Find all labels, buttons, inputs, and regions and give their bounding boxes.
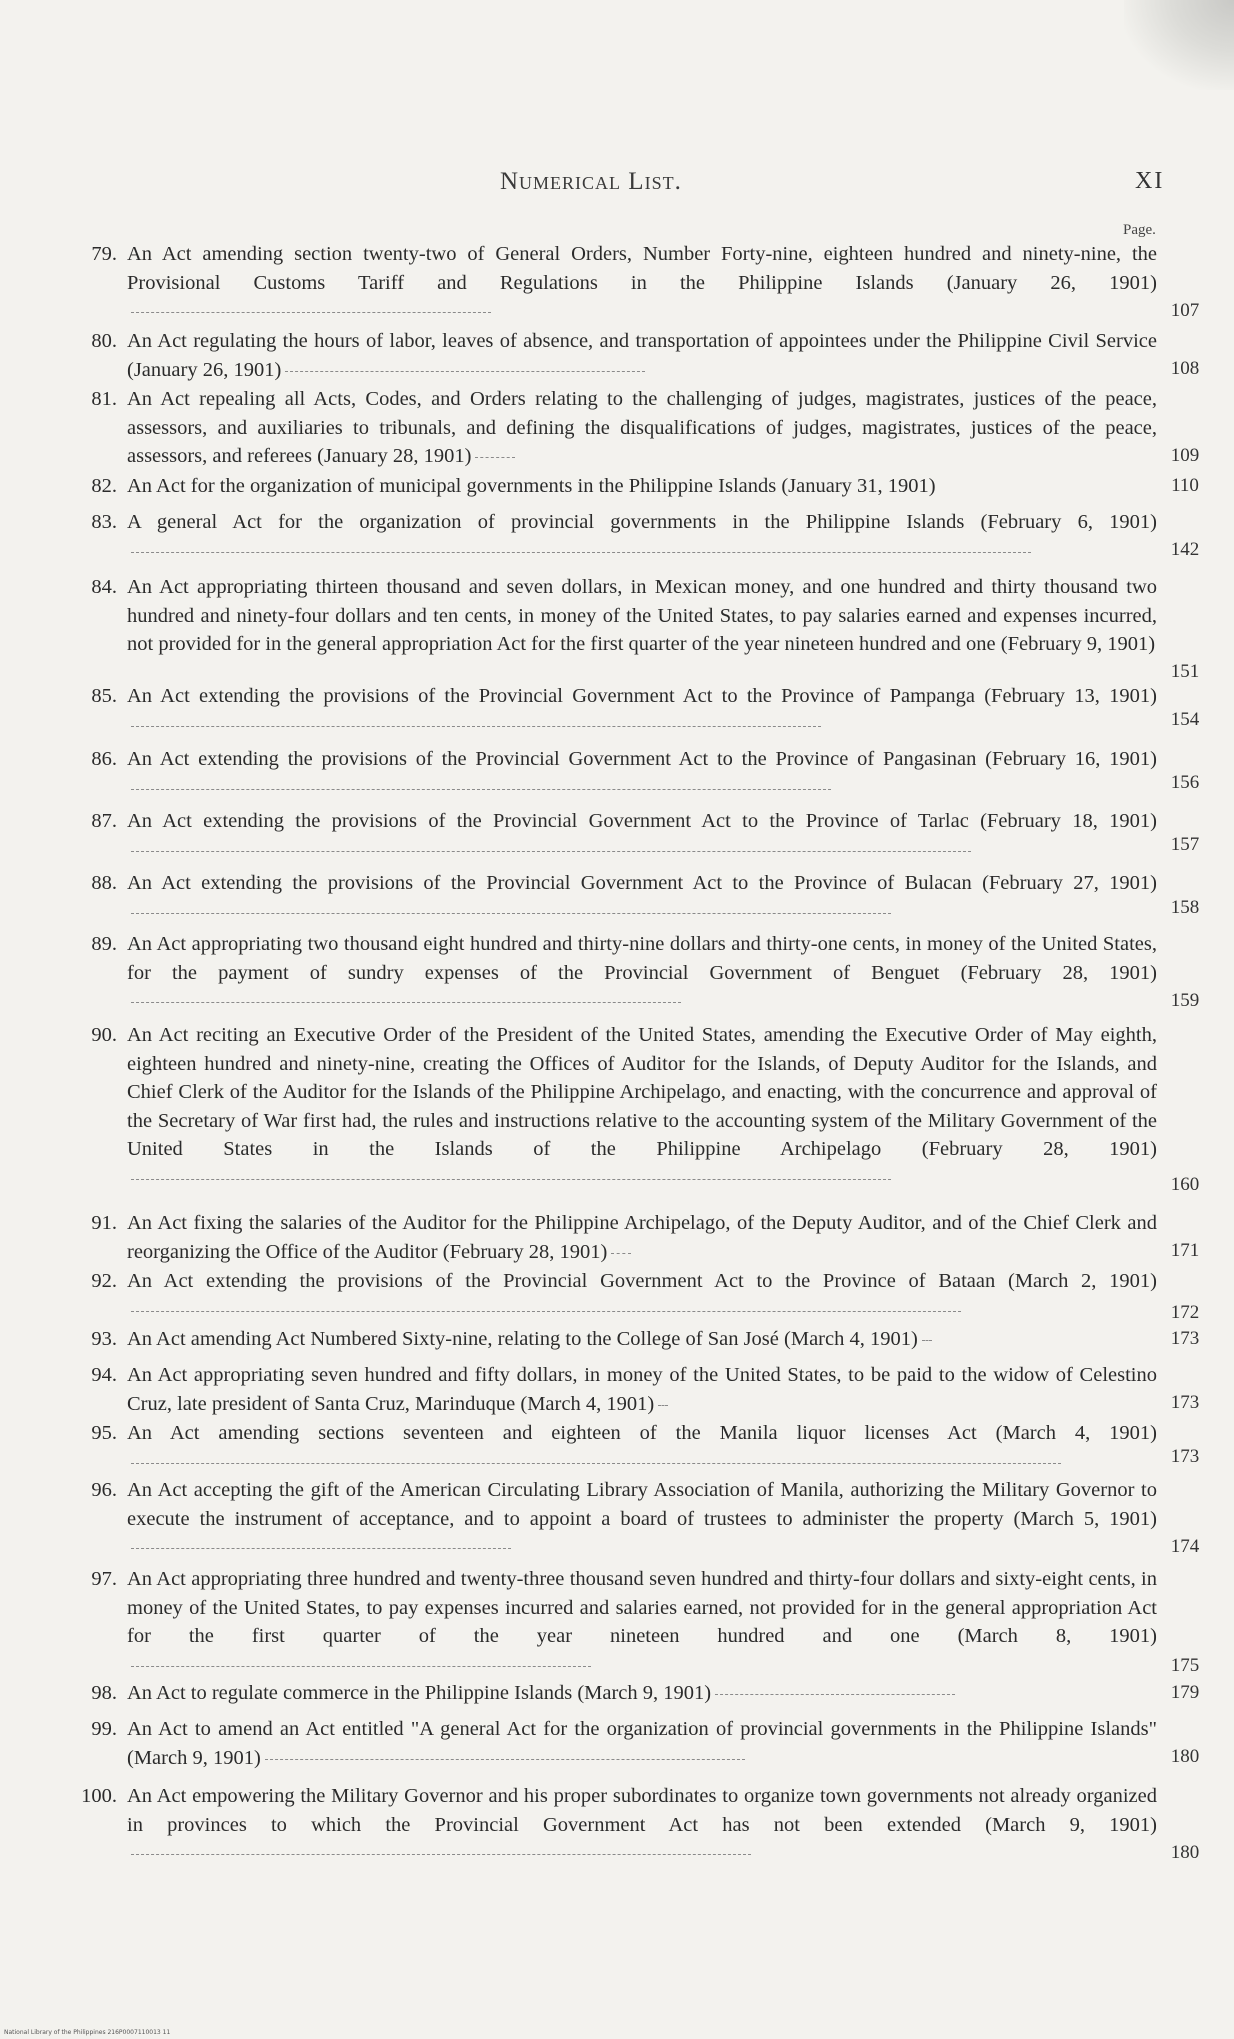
- act-description: An Act regulating the hours of labor, leaves of absence, and transportation of appointees under the Philippine Civil Service (January 26, 1901): [127, 330, 1157, 381]
- act-description: An Act reciting an Executive Order of the President of the United States, amending the Executive Order of May eighth, eighteen hundred and ninety-nine, creating the Offices of Auditor for the Islands, of Deputy Auditor for the Islands, and Chief Clerk of the Auditor for the Islands of the Philippine Archipelago, and enacting, with the concurrence and approval of the Secretary of War first had, the rules and instructions relative to the accounting system of the Military Government of the United States in the Islands of the Philippine Archipelago (February 28, 1901): [127, 1021, 1157, 1192]
- act-description: An Act extending the provisions of the Provincial Government Act to the Province of Tarlac (February 18, 1901): [127, 807, 1157, 864]
- act-page: 108: [1170, 358, 1200, 379]
- act-description: An Act to regulate commerce in the Philippine Islands (March 9, 1901): [127, 1679, 1157, 1708]
- page-stain: [1124, 0, 1234, 90]
- act-description: An Act extending the provisions of the Provincial Government Act to the Province of Bulacan (February 27, 1901): [127, 869, 1157, 926]
- act-page: 173: [1170, 1446, 1200, 1467]
- act-number: 97.: [91, 1568, 117, 1590]
- act-number: 86.: [91, 748, 117, 770]
- act-page: 172: [1170, 1302, 1200, 1323]
- running-title: Numerical List.: [500, 168, 682, 195]
- act-page: 142: [1170, 539, 1200, 560]
- scan-imprint: National Library of the Philippines 216P0007110013 11: [4, 2029, 171, 2036]
- act-description: An Act fixing the salaries of the Auditor for the Philippine Archipelago, of the Deputy Auditor, and of the Chief Clerk and reorganizing the Office of the Auditor (February 28, 1901): [127, 1212, 1157, 1263]
- act-number: 87.: [91, 810, 117, 832]
- act-description: An Act appropriating three hundred and twenty-three thousand seven hundred and thirty-four dollars and sixty-eight cents, in money of the United States, to pay expenses incurred and salaries earned, not provided for in the general appropriation Act for the first quarter of the year nineteen hundred and one (March 8, 1901): [127, 1565, 1157, 1679]
- act-number: 92.: [91, 1270, 117, 1292]
- act-page: 179: [1170, 1682, 1200, 1703]
- act-number: 83.: [91, 511, 117, 533]
- act-page: 158: [1170, 897, 1200, 918]
- act-description: An Act empowering the Military Governor and his proper subordinates to organize town governments not already organized in provinces to which the Provincial Government Act has not been extended (March 9, 1901): [127, 1782, 1157, 1868]
- act-page: 157: [1170, 834, 1200, 855]
- act-description: An Act amending Act Numbered Sixty-nine, relating to the College of San José (March 4, 1901): [127, 1325, 1157, 1354]
- act-description: An Act appropriating seven hundred and fifty dollars, in money of the United States, to be paid to the widow of Celestino Cruz, late president of Santa Cruz, Marinduque (March 4, 1901): [127, 1364, 1157, 1415]
- act-page: 159: [1170, 990, 1200, 1011]
- act-description: A general Act for the organization of provincial governments in the Philippine Islands (February 6, 1901): [127, 508, 1157, 565]
- act-number: 95.: [91, 1422, 117, 1444]
- act-description: An Act appropriating thirteen thousand and seven dollars, in Mexican money, and one hundred and thirty thousand two hundred and ninety-four dollars and ten cents, in money of the United States, to pay salaries earned and expenses incurred, not provided for in the general appropriation Act for the first quarter of the year nineteen hundred and one (February 9, 1901): [127, 576, 1157, 655]
- act-number: 98.: [91, 1682, 117, 1704]
- page-column-label: Page.: [1123, 222, 1156, 238]
- act-page: 180: [1170, 1842, 1200, 1863]
- act-number: 84.: [91, 576, 117, 598]
- page-number: XI: [1135, 168, 1165, 194]
- act-page: 107: [1170, 300, 1200, 321]
- act-number: 89.: [91, 933, 117, 955]
- act-page: 180: [1170, 1746, 1200, 1767]
- act-description: An Act extending the provisions of the Provincial Government Act to the Province of Pangasinan (February 16, 1901): [127, 745, 1157, 802]
- act-number: 91.: [91, 1212, 117, 1234]
- page-header: [0, 168, 1234, 208]
- act-number: 79.: [91, 243, 117, 265]
- act-number: 80.: [91, 330, 117, 352]
- act-number: 85.: [91, 685, 117, 707]
- act-description: An Act extending the provisions of the Provincial Government Act to the Province of Bataan (March 2, 1901): [127, 1267, 1157, 1324]
- act-description: An Act accepting the gift of the American Circulating Library Association of Manila, authorizing the Military Governor to execute the instrument of acceptance, and to appoint a board of trustees to administer the property (March 5, 1901): [127, 1476, 1157, 1562]
- act-page: 173: [1170, 1328, 1200, 1349]
- act-description: An Act amending sections seventeen and eighteen of the Manila liquor licenses Act (March 4, 1901): [127, 1419, 1157, 1476]
- act-page: 160: [1170, 1174, 1200, 1195]
- act-page: 156: [1170, 772, 1200, 793]
- act-page: 173: [1170, 1392, 1200, 1413]
- act-description: An Act extending the provisions of the Provincial Government Act to the Province of Pampanga (February 13, 1901): [127, 682, 1157, 739]
- act-number: 96.: [91, 1479, 117, 1501]
- act-number: 100.: [81, 1785, 117, 1807]
- act-description: An Act appropriating two thousand eight hundred and thirty-nine dollars and thirty-one cents, in money of the United States, for the payment of sundry expenses of the Provincial Government of Benguet (February 28, 1901): [127, 930, 1157, 1016]
- act-page: 154: [1170, 709, 1200, 730]
- act-page: 109: [1170, 445, 1200, 466]
- act-description: An Act to amend an Act entitled "A general Act for the organization of provincial governments in the Philippine Islands" (March 9, 1901): [127, 1718, 1157, 1769]
- act-number: 90.: [91, 1024, 117, 1046]
- act-description: An Act for the organization of municipal governments in the Philippine Islands (January 31, 1901): [127, 475, 936, 497]
- act-page: 175: [1170, 1655, 1200, 1676]
- act-page: 110: [1171, 475, 1199, 496]
- act-number: 88.: [91, 872, 117, 894]
- act-description: An Act amending section twenty-two of General Orders, Number Forty-nine, eighteen hundred and ninety-nine, the Provisional Customs Tariff and Regulations in the Philippine Islands (January 26, 1901): [127, 240, 1157, 326]
- act-number: 81.: [91, 388, 117, 410]
- act-page: 171: [1170, 1240, 1200, 1261]
- act-page: 174: [1170, 1536, 1200, 1557]
- act-description: An Act repealing all Acts, Codes, and Orders relating to the challenging of judges, magistrates, justices of the peace, assessors, and auxiliaries to tribunals, and defining the disqualifications of judges, magistrates, justices of the peace, assessors, and referees (January 28, 1901): [127, 388, 1157, 467]
- act-number: 99.: [91, 1718, 117, 1740]
- act-number: 82.: [91, 475, 117, 497]
- act-number: 93.: [91, 1328, 117, 1350]
- act-page: 151: [1170, 661, 1200, 682]
- act-number: 94.: [91, 1364, 117, 1386]
